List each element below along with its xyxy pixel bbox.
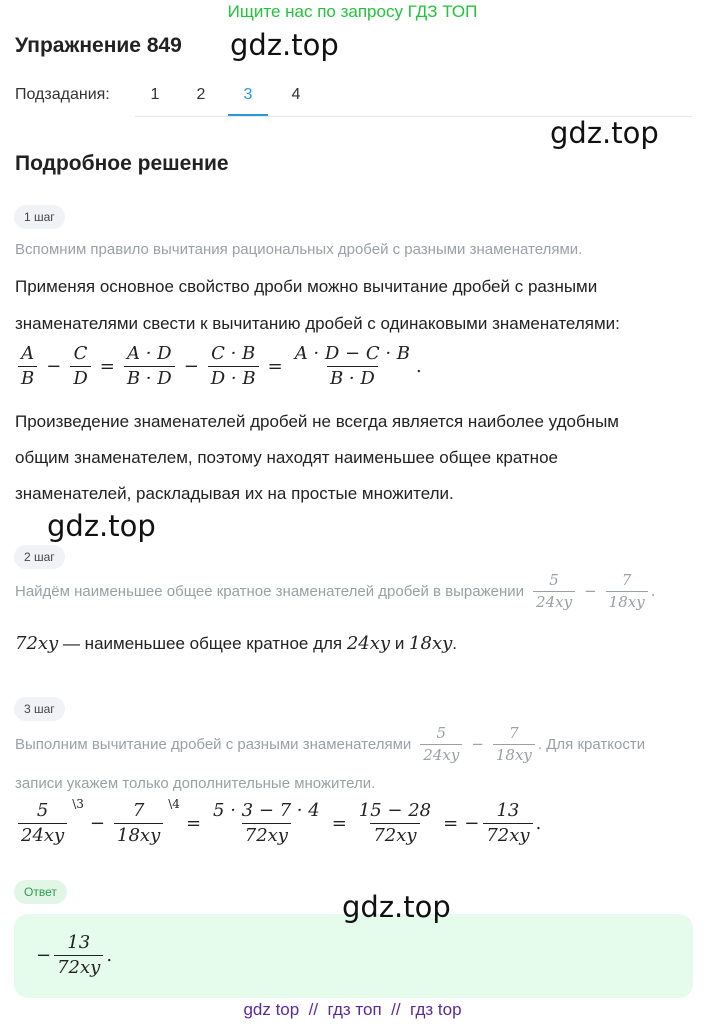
fraction: $\frac{A \cdot D}{B \cdot D}$ [124, 344, 175, 389]
footer-links[interactable]: gdz top // гдз топ // гдз top [243, 1000, 462, 1019]
exercise-title: Упражнение 849 [15, 34, 182, 57]
answer-badge: Ответ [14, 880, 67, 904]
fraction: $\frac{5}{24xy}$ [533, 572, 575, 610]
step-badge: 1 шаг [14, 205, 65, 229]
step-text: 72xy — наименьшее общее кратное для 24xy и 18xy. [15, 633, 458, 654]
step-hint: Найдём наименьшее общее кратное знаменателей дробей в выражении $\frac{5}{24xy}$ − $\frac{7}{18xy}$ . [15, 571, 656, 611]
step-hint: Вспомним правило вычитания рациональных дробей с разными знаменателями. [15, 241, 583, 258]
fraction: $\frac{13}{72xy}$ [483, 801, 532, 846]
step-text: Применяя основное свойство дроби можно вычитание дробей с разными [15, 277, 598, 296]
fraction: $\frac{5 \cdot 3 - 7 \cdot 4}{72xy}$ [213, 800, 320, 846]
subtasks-tabs [135, 75, 692, 117]
multiplier: \3 [72, 797, 84, 811]
step-text: общим знаменателем, поэтому находят наименьшее общее кратное [15, 448, 558, 467]
step-text: знаменателями свести к вычитанию дробей с одинаковыми знаменателями: [15, 314, 620, 333]
fraction: $\frac{5}{24xy}$ [18, 801, 67, 846]
tab-subtask-4[interactable]: 4 [291, 86, 301, 103]
fraction: $\frac{7}{18xy}$ [606, 572, 648, 610]
fraction: $\frac{7}{18xy}$ [493, 725, 535, 763]
section-title: Подробное решение [15, 152, 229, 175]
fraction: $\frac{15 - 28}{72xy}$ [358, 800, 432, 846]
formula-solution: $\frac{5}{24xy}$ \3 − $\frac{7}{18xy}$ \4 = $\frac{5 \cdot 3 - 7 \cdot 4}{72xy}$ = $\frac{15 - 28}{72xy}$ = − $\frac{13}{72xy}$ . [15, 801, 541, 846]
promo-banner[interactable]: Ищите нас по запросу ГДЗ ТОП [227, 2, 478, 21]
multiplier: \4 [168, 797, 180, 811]
fraction: $\frac{7}{18xy}$ [114, 801, 163, 846]
fraction: $\frac{A}{B}$ [18, 344, 37, 389]
formula-general: $\frac{A}{B}$ − $\frac{C}{D}$ = $\frac{A \cdot D}{B \cdot D}$ − $\frac{C \cdot B}{D \cdot B}$ = $\frac{A \cdot D - C \cdot B}{B \cdot D}$ . [15, 344, 422, 389]
fraction: $\frac{C \cdot B}{D \cdot B}$ [208, 344, 259, 389]
fraction: $\frac{5}{24xy}$ [420, 725, 462, 763]
answer-box [14, 914, 693, 998]
watermark: gdz.top [550, 116, 659, 150]
subtasks-label: Подзадания: [15, 86, 110, 103]
active-tab-indicator [228, 114, 268, 116]
watermark: gdz.top [47, 509, 156, 543]
watermark: gdz.top [230, 28, 339, 62]
answer-value: − $\frac{13}{72xy}$ . [36, 932, 113, 978]
tab-subtask-3[interactable]: 3 [243, 86, 253, 103]
step-badge: 2 шаг [14, 545, 65, 569]
step-hint: записи укажем только дополнительные множители. [15, 775, 376, 792]
fraction: $\frac{A \cdot D - C \cdot B}{B \cdot D}$ [294, 343, 410, 389]
tab-subtask-2[interactable]: 2 [196, 86, 206, 103]
fraction: $\frac{C}{D}$ [70, 344, 90, 389]
step-text: Произведение знаменателей дробей не всегда является наиболее удобным [15, 412, 619, 431]
step-badge: 3 шаг [14, 697, 65, 721]
tab-subtask-1[interactable]: 1 [150, 86, 160, 103]
fraction: $\frac{13}{72xy}$ [54, 933, 103, 978]
watermark: gdz.top [342, 890, 451, 924]
step-hint: Выполним вычитание дробей с разными знаменателями $\frac{5}{24xy}$ − $\frac{7}{18xy}$ . Для краткости [15, 724, 646, 764]
step-text: знаменателей, раскладывая их на простые множители. [15, 484, 454, 503]
